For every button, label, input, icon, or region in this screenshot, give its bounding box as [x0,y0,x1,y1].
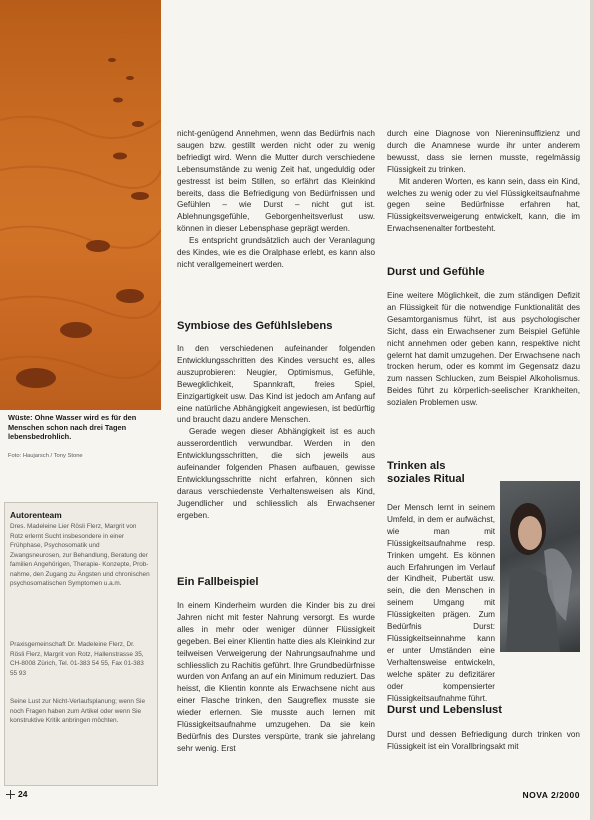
author-box-note: Seine Lust zur Nicht-Verlaufsplanung; wenn Sie noch Fragen haben zum Artikel oder wenn Sie konstruktive Kritik anbringen möchten. [10,698,145,724]
section-heading: Durst und Lebenslust [387,704,502,716]
paragraph: Es entspricht grundsätzlich auch der Veranlagung des Kindes, wie es die Oralphase erlebt, es kann also nicht verallgemeinert werden. [177,236,375,269]
footprints-graphic [0,0,161,410]
paragraph: Durst und dessen Befriedigung durch trinken von Flüssigkeit ist ein Vorallbringsakt mit [387,730,580,751]
author-box-address: Praxisgemeinschaft Dr. Madeleine Flerz, Dr. Rösli Flerz, Margrit von Rotz, Hallenstrasse 35, CH-8008 Zürich, Tel. 01-383 54 55, Fax 01-383 55 93 [10,641,144,677]
section-heading: Trinken als soziales Ritual [387,460,465,485]
column-mid-top [177,128,375,271]
page-edge [590,0,594,820]
page-number: 24 [18,789,28,799]
section-heading: Durst und Gefühle [387,266,485,278]
section-heading: Symbiose des Gefühlslebens [177,320,333,332]
section-heading: Ein Fallbeispiel [177,576,259,588]
magazine-brand: NOVA 2/2000 [522,790,580,800]
paragraph: Der Mensch lernt in seinem Umfeld, in dem er aufwächst, wie man mit Flüssigkeitsaufnahme resp. Trinken umgeht. Es können auch Erfahrungen im Verlauf der Kindheit, Pubertät usw. sein, die den Menschen in seinem Umgang mit Flüssigkeiten prägen. Zum Bedürfnis Durst: Flüssigkeitseinnahme kann er unter Umständen eine Verhaltensweise entwickeln, welche später zu defizitärer oder kompensierter Flüssigkeitsaufnahme führt. [387,503,495,703]
registration-mark-icon [6,790,15,799]
desert-footprints-photo [0,0,161,410]
paragraph: In den verschiedenen aufeinander folgenden Entwicklungsschritten des Kindes versucht es, alles auszuprobieren: Neugier, Optimismus, Gefühle, Bewegklichkeit, Spannkraft, freies Spiel, Einzigartigkeit usw. Das Kind ist jedoch am Anfang auf eine natürliche Abhängigkeit angewiesen, ist bedürftig und braucht dazu andere Menschen. [177,344,375,425]
photo-credit: Foto: Haujarsch / Tony Stone [8,453,83,459]
column-right-top [387,128,580,235]
portrait-graphic [500,481,580,652]
paragraph: durch eine Diagnose von Niereninsuffizienz und durch die Anamnese wurde ihr unter anderem bewusst, dass sie lernen musste, regelmässig Flüssigkeit zu trinken. [387,129,580,174]
column-mid-bottom [177,600,375,755]
paragraph: Mit anderen Worten, es kann sein, dass ein Kind, welches zu wenig oder zu viel Flüssigkeitsaufnahme gegen seine Bedürfnisse erfahren hat, Flüssigkeitsverweigerung entwickelt, kann, die im Erwachsenenalter fortbesteht. [387,176,580,234]
paragraph: nicht-genügend Annehmen, wenn das Bedürfnis nach saugen bzw. gestillt werden nicht oder zu wenig befriedigt wird. Wenn die Mutter durch verschiedene Lebensumstände zu wenig Zeit hat, ungeduldig oder gestresst ist beim Stillen, so erfährt das Kleinkind bereits, dass die Befriedigung von Bedürfnissen und Gefühlen – wie Durst – nicht gut ist. Ablehnungsgefühle, Geborgenheitsverlust usw. können in dieser Lebensphase geprägt werden. [177,129,375,234]
column-right-middle [387,290,580,409]
column-right-wrap [387,502,495,704]
paragraph: In einem Kinderheim wurden die Kinder bis zu drei Jahren nicht mit fester Nahrung versorgt. Es wurde alles in mehr oder weniger dünner Flüssigkeit gegeben. Bei einer Klientin hatte dies als Kleinkind zur teilweisen Verweigerung der Nahrungsaufnahme und schliesslich zu Rachitis geführt. Ihre Grundbedürfnisse wurden von Anfang an auf ein Minimum reduziert. Das heisst, die Klientin konnte als Erwachsene nicht aus einer Flasche trinken, den Saugreflex musste sie wieder erlernen. Sie musste auch lernen mit Flüssigkeitsaufnahme umzugehen. Da sie kein Bedürfnis des Durstes verspürte, trank sie jahrelang sehr wenig. Erst [177,601,375,753]
author-box-text: Dres. Madeleine Lier Rösli Flerz, Margrit von Rotz erlernt Sucht insbesondere in einer Frühphase, Psychosomatik und Zwangsneurosen, zur Behandlung, Beratung der familien Angehörigen, Therapie- Konzepte, Prob- nahme, den Zugang zu Ängsten und chronischen psychosomatischen Symptomen u.a.m. [10,523,150,587]
photo-caption: Wüste: Ohne Wasser wird es für den Menschen schon nach drei Tagen lebensbedrohlich. [8,413,137,442]
paragraph: Eine weitere Möglichkeit, die zum ständigen Defizit an Flüssigkeit für die notwendige Funktionalität des Gesamtorganismus führt, ist aus psychologischer Sicht, dass ein Erwachsener zum Beispiel Gefühle nicht annehmen oder geben kann, respektive nicht gelernt hat damit umzugehen. Der Erwachsene nach trocken herum, oder es kommt im Gegensatz dazu zum nassen Schlucken, zum Beispiel Alkoholismus. Beides führt zu körperlich-seelischer Krankheiten, sozialen Problemen usw. [387,291,580,408]
column-mid-middle [177,343,375,522]
paragraph: Gerade wegen dieser Abhängigkeit ist es auch ausserordentlich verwundbar. Werden in den Entwicklungsschritten, die sich jeweils aus aufeinander folgenden Phasen aufbauen, gewisse Entwicklungsschritte nicht erfahren, können sich daraus verschiedenste Verhaltensweisen als Kind, Jugendlicher und schliesslich als Erwachsener ergeben. [177,427,375,520]
author-box-title: Autorenteam [10,510,62,520]
column-right-bottom [387,729,580,753]
woman-drinking-photo [500,481,580,652]
